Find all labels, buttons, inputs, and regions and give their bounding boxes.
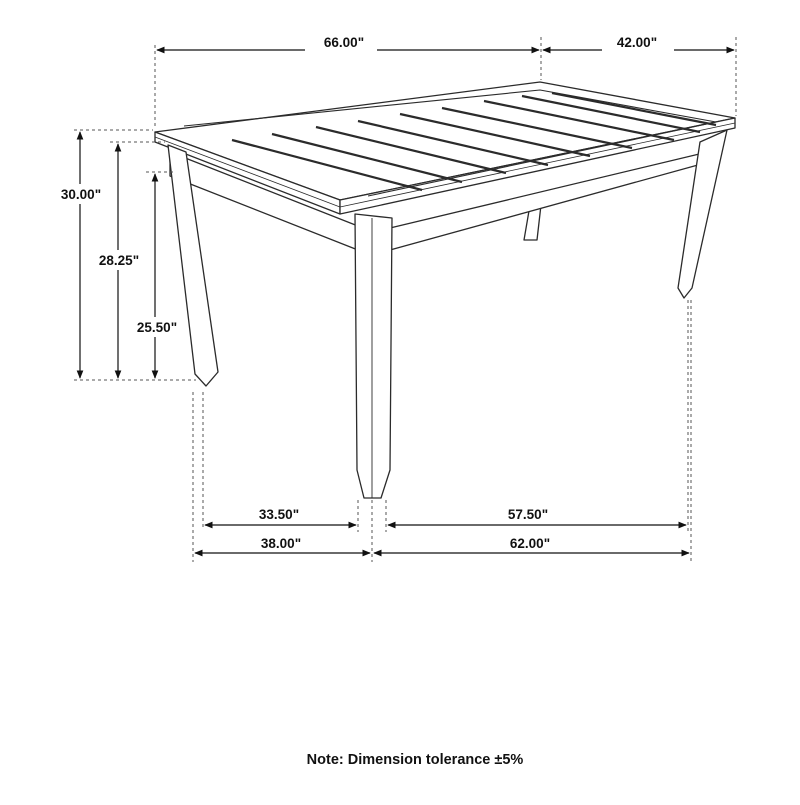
tolerance-note: Note: Dimension tolerance ±5% — [306, 752, 524, 768]
label-apron-height: 28.25" — [98, 253, 140, 268]
label-outer-width: 38.00" — [260, 536, 302, 551]
right-leg — [678, 130, 727, 298]
label-inner-length: 57.50" — [507, 507, 549, 522]
table-drawing — [155, 82, 735, 498]
label-top-width: 42.00" — [616, 35, 658, 50]
label-outer-length: 62.00" — [509, 536, 551, 551]
front-right-leg — [355, 214, 392, 498]
label-inner-width: 33.50" — [258, 507, 300, 522]
label-overall-height: 30.00" — [60, 187, 102, 202]
label-top-length: 66.00" — [323, 35, 365, 50]
label-leg-clearance: 25.50" — [136, 320, 178, 335]
